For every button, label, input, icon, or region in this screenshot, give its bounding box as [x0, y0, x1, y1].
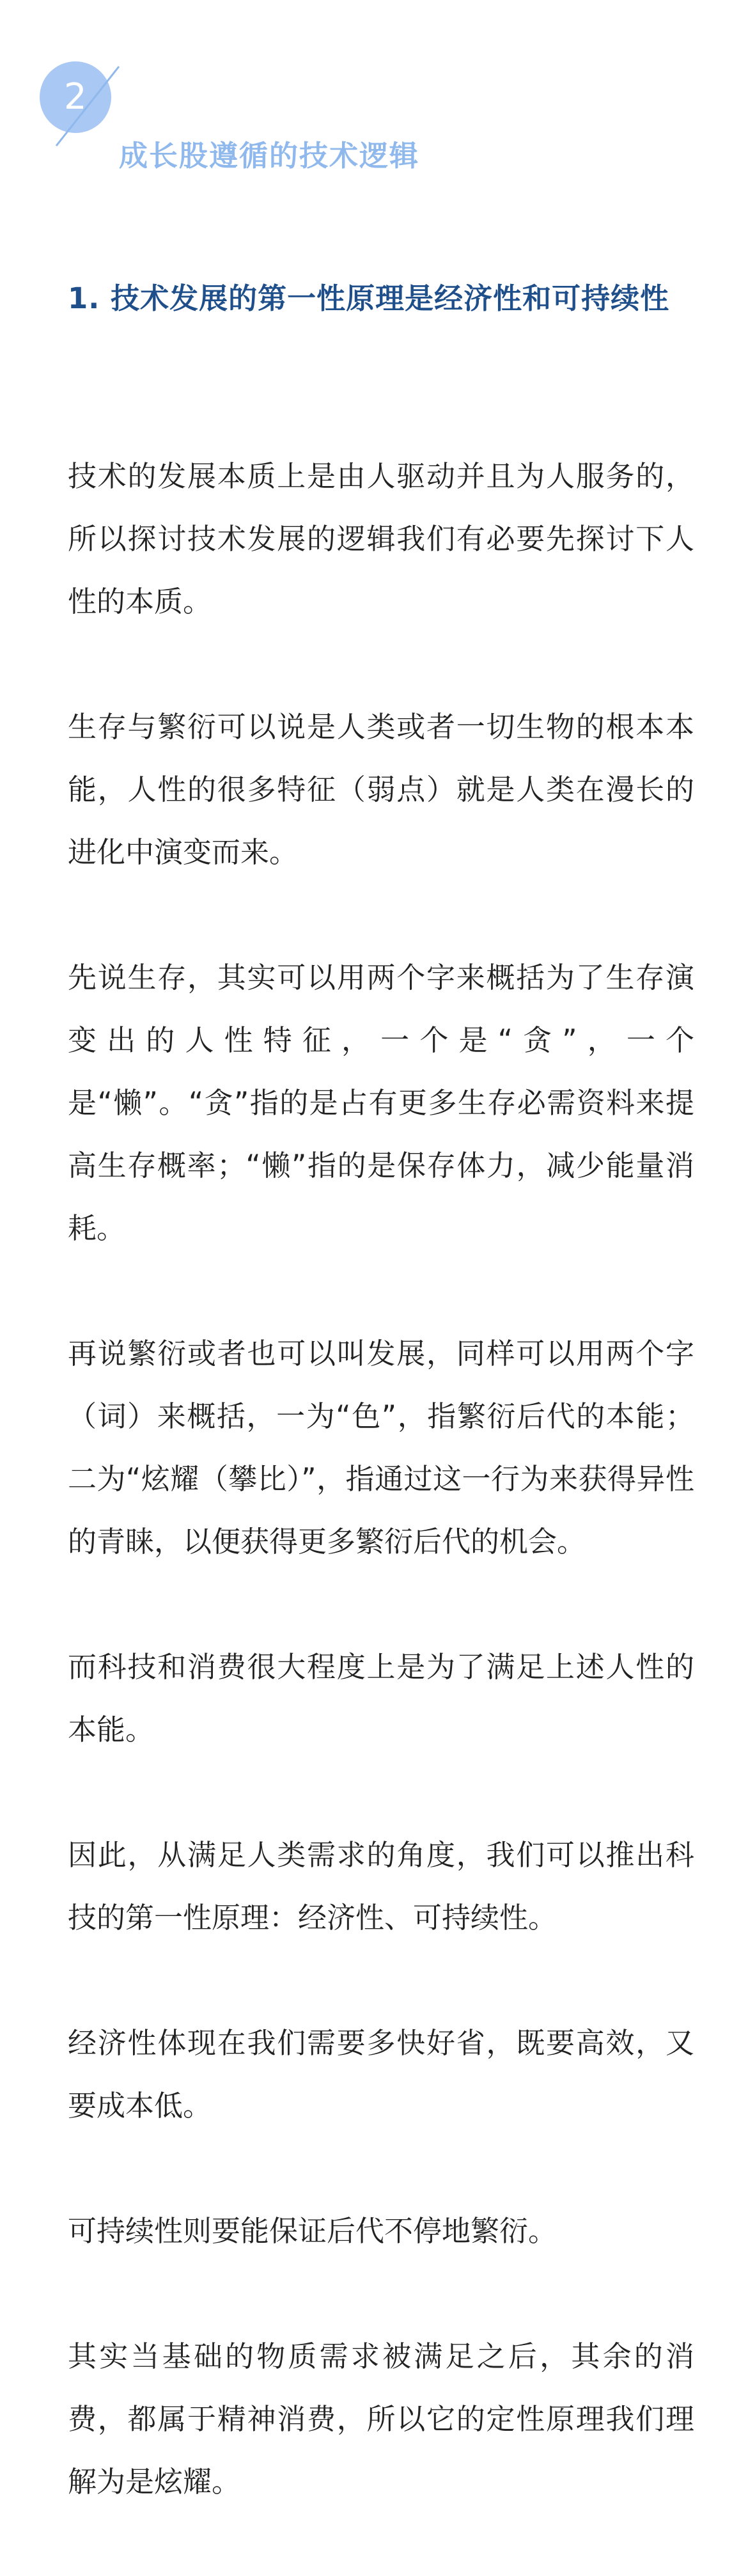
- section-number: 2: [64, 76, 87, 118]
- section-number-badge: [40, 61, 123, 151]
- section-title: 成长股遵循的技术逻辑: [119, 139, 420, 173]
- paragraph: 技术的发展本质上是由人驱动并且为人服务的，所以探讨技术发展的逻辑我们有必要先探讨下人性的本质。: [68, 459, 694, 618]
- paragraph: 先说生存，其实可以用两个字来概括为了生存演变出的人性特征，一个是“贪”，一个是“懒”。“贪”指的是占有更多生存必需资料来提高生存概率；“懒”指的是保存体力，减少能量消耗。: [68, 961, 694, 1245]
- paragraph: 经济性体现在我们需要多快好省，既要高效，又要成本低。: [68, 2026, 694, 2123]
- paragraph: 生存与繁衍可以说是人类或者一切生物的根本本能，人性的很多特征（弱点）就是人类在漫长的进化中演变而来。: [68, 710, 694, 869]
- paragraph: 而科技和消费很大程度上是为了满足上述人性的本能。: [68, 1650, 694, 1747]
- subheading: 1. 技术发展的第一性原理是经济性和可持续性: [68, 281, 670, 315]
- paragraph: 因此，从满足人类需求的角度，我们可以推出科技的第一性原理：经济性、可持续性。: [68, 1838, 694, 1935]
- paragraph: 其实当基础的物质需求被满足之后，其余的消费，都属于精神消费，所以它的定性原理我们理解为是炫耀。: [68, 2339, 694, 2499]
- paragraph: 再说繁衍或者也可以叫发展，同样可以用两个字（词）来概括，一为“色”，指繁衍后代的本能；二为“炫耀（攀比）”，指通过这一行为来获得异性的青睐，以便获得更多繁衍后代的机会。: [68, 1337, 694, 1559]
- article-body: [68, 445, 694, 2576]
- paragraph: 可持续性则要能保证后代不停地繁衍。: [68, 2214, 557, 2248]
